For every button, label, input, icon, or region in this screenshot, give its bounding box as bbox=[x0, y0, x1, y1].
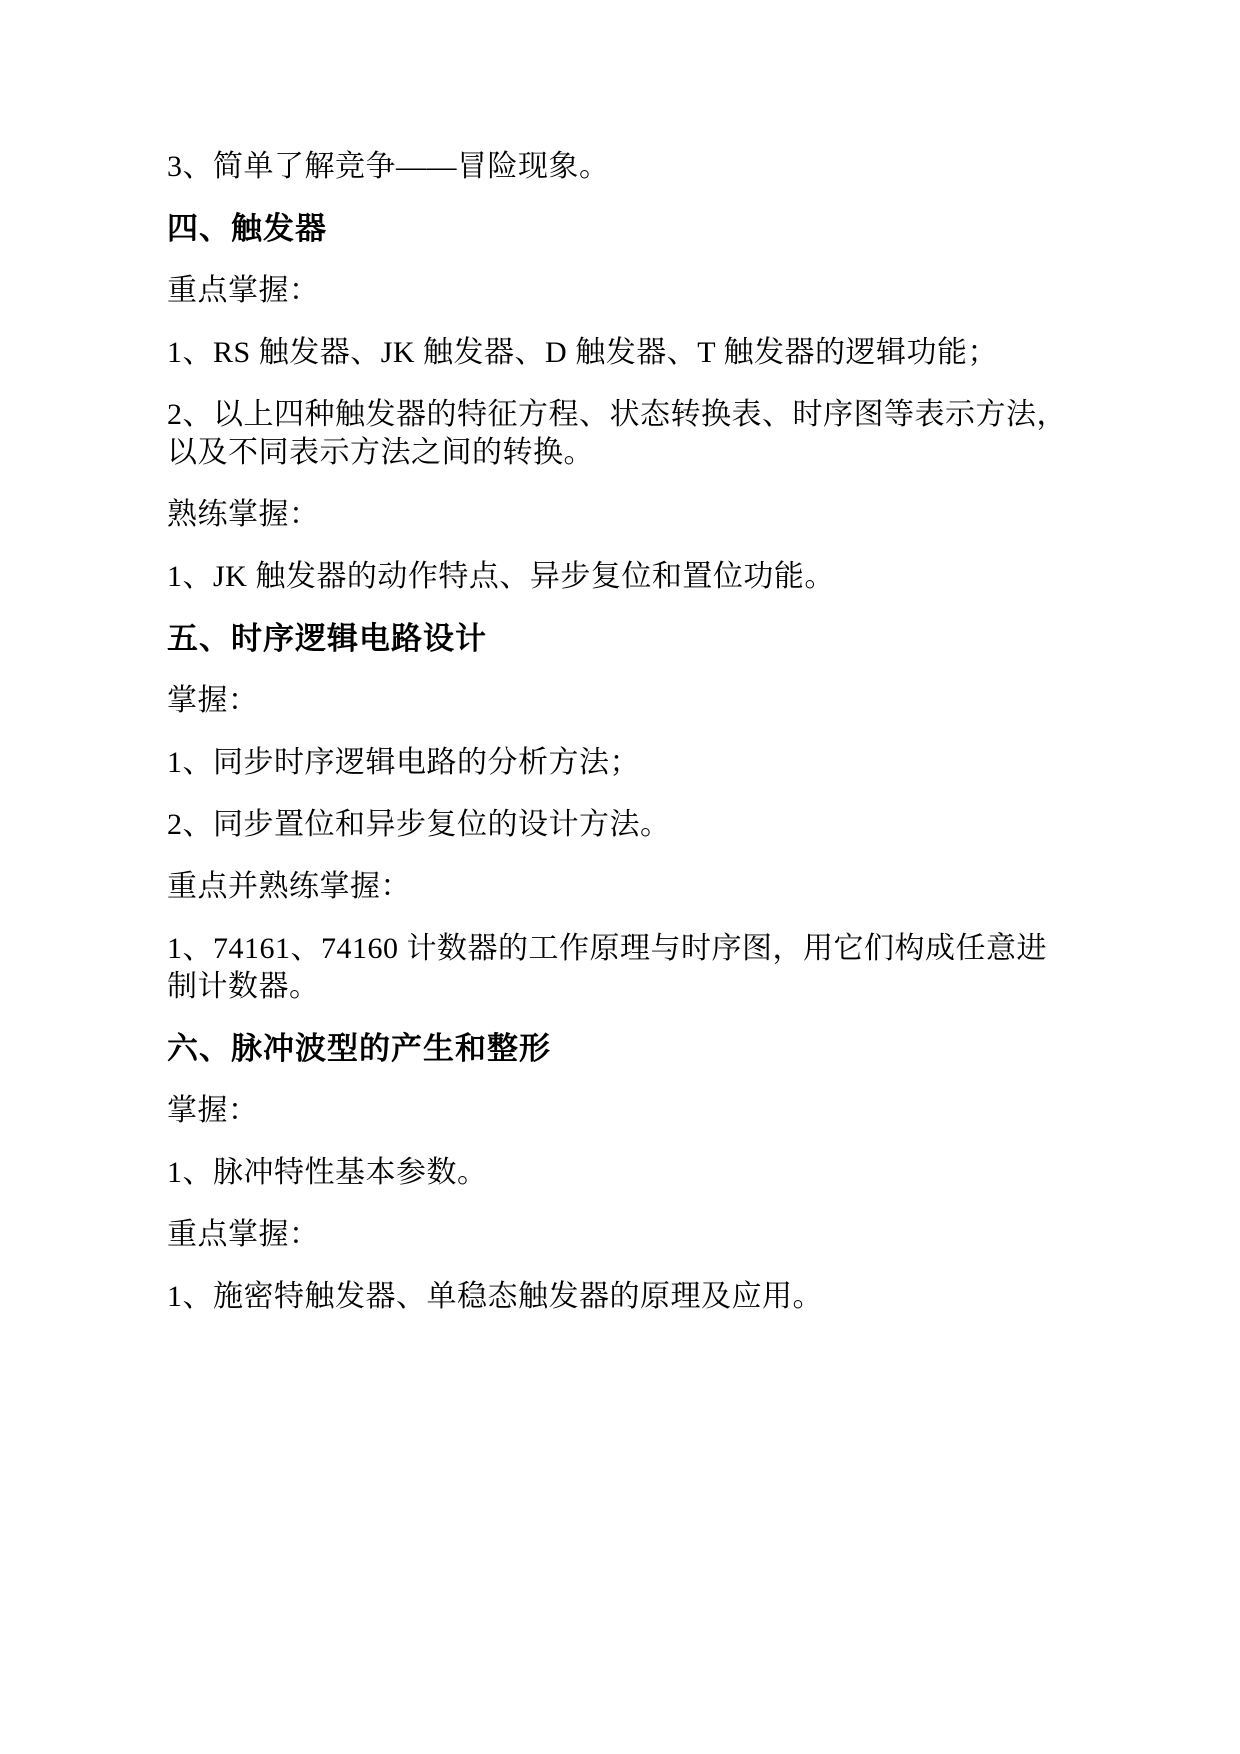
paragraph: 1、JK 触发器的动作特点、异步复位和置位功能。 bbox=[167, 560, 835, 593]
paragraph: 熟练掌握： bbox=[167, 498, 320, 531]
paragraph: 重点掌握： bbox=[167, 1218, 320, 1251]
section-heading: 四、触发器 bbox=[167, 211, 327, 246]
paragraph: 重点并熟练掌握： bbox=[167, 870, 411, 903]
paragraph: 掌握： bbox=[167, 1094, 259, 1127]
paragraph: 重点掌握： bbox=[167, 274, 320, 307]
paragraph: 2、以上四种触发器的特征方程、状态转换表、时序图等表示方法，以及不同表示方法之间的转换。 bbox=[167, 398, 1067, 469]
paragraph: 1、同步时序逻辑电路的分析方法； bbox=[167, 746, 640, 779]
paragraph: 1、脉冲特性基本参数。 bbox=[167, 1156, 488, 1189]
paragraph: 2、同步置位和异步复位的设计方法。 bbox=[167, 808, 671, 841]
paragraph: 1、施密特触发器、单稳态触发器的原理及应用。 bbox=[167, 1280, 823, 1313]
paragraph: 3、简单了解竞争——冒险现象。 bbox=[167, 150, 610, 183]
paragraph: 1、74161、74160 计数器的工作原理与时序图，用它们构成任意进制计数器。 bbox=[167, 932, 1047, 1003]
paragraph: 1、RS 触发器、JK 触发器、D 触发器、T 触发器的逻辑功能； bbox=[167, 336, 998, 369]
paragraph: 掌握： bbox=[167, 684, 259, 717]
section-heading: 五、时序逻辑电路设计 bbox=[167, 621, 487, 656]
section-heading: 六、脉冲波型的产生和整形 bbox=[167, 1031, 551, 1066]
document-content bbox=[167, 148, 1073, 1340]
